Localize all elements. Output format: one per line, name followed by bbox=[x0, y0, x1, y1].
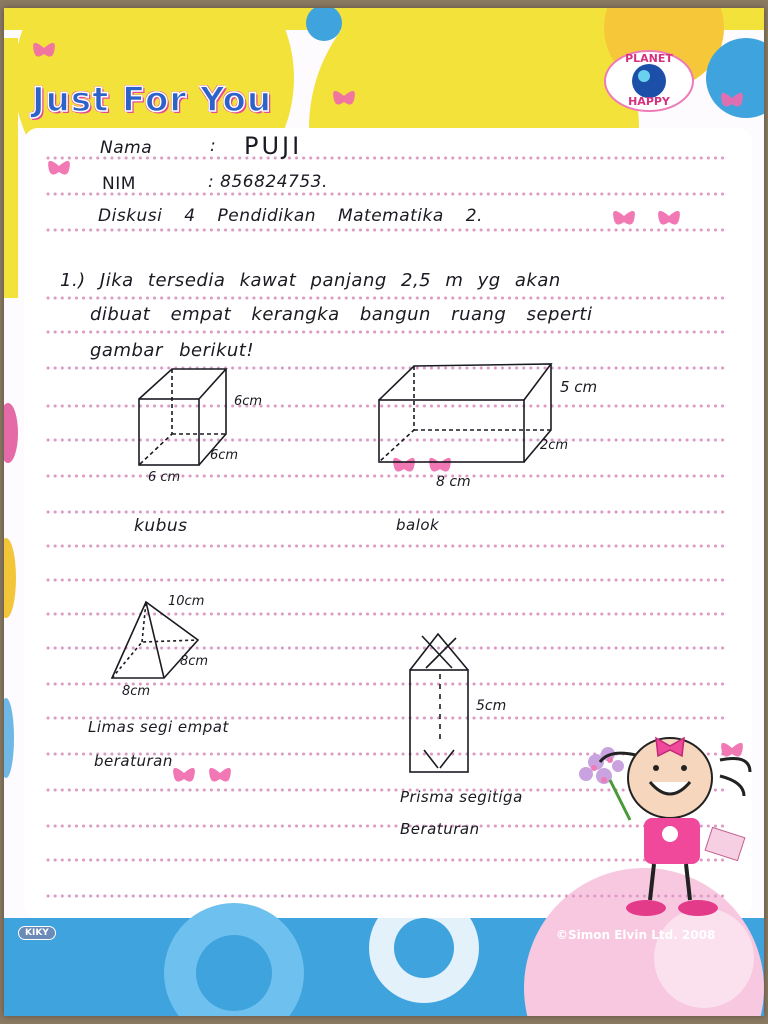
girl-illustration bbox=[570, 720, 760, 930]
cuboid-depth-label: 2cm bbox=[540, 438, 569, 453]
planet-happy-badge bbox=[604, 50, 694, 112]
question-line-2: dibuat empat kerangka bangun ruang seperti bbox=[90, 304, 593, 325]
prism-name-line-2: Beraturan bbox=[400, 820, 480, 838]
pyramid-side-label: 8cm bbox=[180, 654, 209, 669]
copyright-text: ©Simon Elvin Ltd. 2008 bbox=[556, 928, 716, 942]
page-title: Just For You bbox=[32, 80, 273, 120]
question-line-1: 1.) Jika tersedia kawat panjang 2,5 m yg akan bbox=[60, 270, 561, 291]
notebook-page bbox=[4, 8, 764, 1016]
cube-height-label: 6cm bbox=[234, 394, 263, 409]
cube-name: kubus bbox=[134, 516, 188, 536]
cube-width-label: 6 cm bbox=[148, 470, 181, 485]
prism-name-line-1: Prisma segitiga bbox=[400, 788, 523, 806]
cuboid-height-label: 5 cm bbox=[560, 378, 598, 396]
prism-height-label: 5cm bbox=[476, 698, 507, 714]
cuboid-drawing bbox=[374, 358, 559, 470]
cube-depth-label: 6cm bbox=[210, 448, 239, 463]
pyramid-slant-label: 10cm bbox=[168, 594, 205, 609]
nim-label: NIM bbox=[102, 174, 136, 194]
badge-bottom-text: HAPPY bbox=[628, 95, 670, 108]
question-line-3: gambar berikut! bbox=[90, 340, 255, 361]
name-label: Nama bbox=[100, 138, 153, 158]
name-separator: : bbox=[210, 136, 217, 156]
brand-badge: KIKY bbox=[18, 926, 56, 940]
nim-value: : 856824753. bbox=[208, 172, 328, 192]
prism-drawing bbox=[402, 624, 478, 776]
pyramid-base-label: 8cm bbox=[122, 684, 151, 699]
pyramid-name-line-2: beraturan bbox=[94, 752, 173, 770]
pyramid-name-line-1: Limas segi empat bbox=[88, 718, 229, 736]
course-line: Diskusi 4 Pendidikan Matematika 2. bbox=[98, 206, 483, 226]
cuboid-name: balok bbox=[396, 516, 440, 534]
name-value: PUJI bbox=[244, 132, 303, 160]
cuboid-length-label: 8 cm bbox=[436, 474, 471, 490]
badge-top-text: PLANET bbox=[625, 52, 673, 65]
